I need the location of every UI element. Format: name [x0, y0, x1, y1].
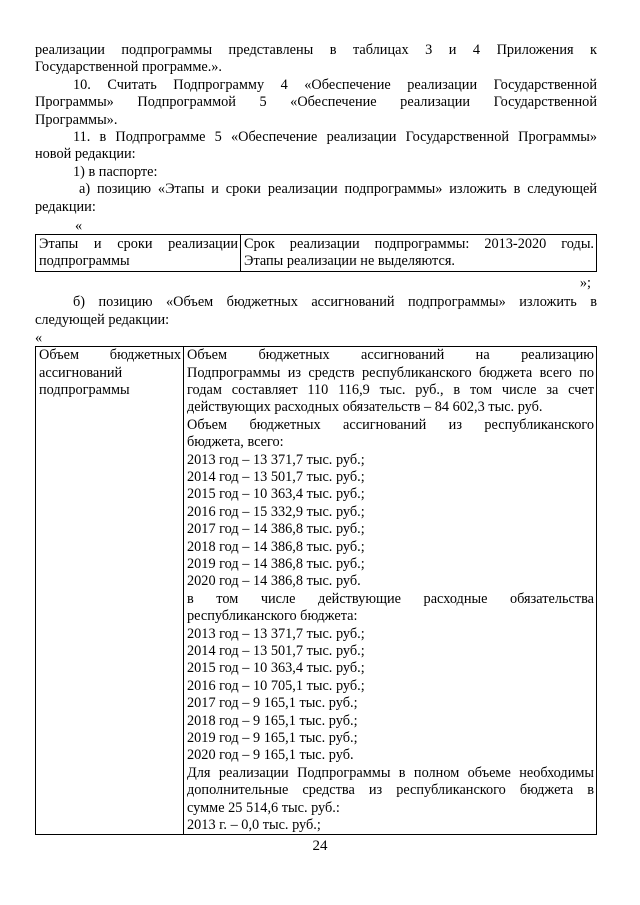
- cell-line: дополнительные средства из республиканского бюджета в: [187, 782, 594, 799]
- year-line: 2014 год – 13 501,7 тыс. руб.;: [187, 643, 365, 659]
- paragraph-line: 10. Считать Подпрограмму 4 «Обеспечение реализации Государственной: [73, 76, 597, 93]
- cell-line: сумме 25 514,6 тыс. руб.:: [187, 799, 340, 816]
- year-line: 2014 год – 13 501,7 тыс. руб.;: [187, 468, 365, 485]
- year-line: 2018 год – 9 165,1 тыс. руб.;: [187, 712, 358, 729]
- cell-line: Для реализации Подпрограммы в полном объеме необходимы: [187, 764, 594, 781]
- table-row: [36, 347, 597, 835]
- paragraph-line: реализации подпрограммы представлены в таблицах 3 и 4 Приложения к: [35, 42, 597, 58]
- year-line: 2015 год – 10 363,4 тыс. руб.;: [187, 486, 365, 503]
- year-line: 2016 год – 10 705,1 тыс. руб.;: [187, 677, 365, 694]
- cell-line: подпрограммы: [39, 381, 130, 398]
- year-line: 2013 год – 13 371,7 тыс. руб.;: [187, 451, 365, 468]
- cell-line: бюджета, всего:: [187, 434, 284, 451]
- page-number: 24: [312, 838, 328, 854]
- table-cell-value: [184, 347, 597, 835]
- paragraph-line: Программы» Подпрограммой 5 «Обеспечение реализации Государственной: [35, 94, 597, 111]
- cell-line: Объем бюджетных ассигнований из республиканского: [187, 416, 594, 433]
- table-cell-value: [241, 235, 597, 272]
- paragraph-line: редакции:: [35, 198, 96, 215]
- cell-line: годам составляет 110 116,9 тыс. руб., в том числе за счет: [187, 381, 594, 398]
- paragraph-line: Программы».: [35, 111, 118, 128]
- cell-line: республиканского бюджета:: [187, 608, 358, 625]
- cell-line: Подпрограммы из средств республиканского бюджета всего по: [187, 364, 594, 381]
- cell-line: действующих расходных обязательств – 84 602,3 тыс. руб.: [187, 399, 543, 416]
- paragraph-line: б) позицию «Объем бюджетных ассигнований подпрограммы» изложить в: [73, 294, 597, 311]
- quote-mark: «: [75, 218, 83, 235]
- year-line: 2017 год – 9 165,1 тыс. руб.;: [187, 695, 358, 712]
- cell-line: Этапы реализации не выделяются.: [244, 253, 455, 270]
- paragraph-line: 1) в паспорте:: [73, 163, 158, 180]
- table-budget: [35, 346, 597, 835]
- year-line: 2020 год – 9 165,1 тыс. руб.: [187, 747, 354, 764]
- year-line: 2013 год – 13 371,7 тыс. руб.;: [187, 625, 365, 642]
- year-line: 2017 год – 14 386,8 тыс. руб.;: [187, 521, 365, 538]
- year-line: 2020 год – 14 386,8 тыс. руб.: [187, 573, 361, 590]
- cell-line: в том числе действующие расходные обязательства: [187, 590, 594, 607]
- paragraph-line: а) позицию «Этапы и сроки реализации подпрограммы» изложить в следующей: [79, 181, 597, 198]
- paragraph-line: Государственной программе.».: [35, 59, 223, 76]
- cell-line: Этапы и сроки реализации: [39, 236, 238, 253]
- paragraph-line: 11. в Подпрограмме 5 «Обеспечение реализации Государственной Программы»: [73, 129, 597, 146]
- year-line: 2019 год – 14 386,8 тыс. руб.;: [187, 555, 365, 572]
- document-page: [35, 42, 597, 835]
- quote-mark: »;: [579, 274, 591, 291]
- cell-line: Объем бюджетных: [39, 347, 181, 364]
- year-line: 2016 год – 15 332,9 тыс. руб.;: [187, 503, 365, 520]
- year-line: 2015 год – 10 363,4 тыс. руб.;: [187, 660, 365, 677]
- year-line: 2018 год – 14 386,8 тыс. руб.;: [187, 538, 365, 555]
- year-line: 2013 г. – 0,0 тыс. руб.;: [187, 817, 321, 834]
- table-cell-label: [36, 235, 241, 272]
- cell-line: Срок реализации подпрограммы: 2013-2020 годы.: [244, 236, 594, 253]
- table-stages: [35, 234, 597, 272]
- year-line: 2019 год – 9 165,1 тыс. руб.;: [187, 730, 358, 747]
- table-cell-label: [36, 347, 184, 835]
- cell-line: Объем бюджетных ассигнований на реализацию: [187, 347, 594, 364]
- quote-mark: «: [35, 330, 43, 347]
- paragraph-line: следующей редакции:: [35, 311, 170, 328]
- paragraph-line: новой редакции:: [35, 146, 136, 163]
- cell-line: подпрограммы: [39, 253, 130, 270]
- cell-line: ассигнований: [39, 364, 123, 381]
- table-row: [36, 235, 597, 272]
